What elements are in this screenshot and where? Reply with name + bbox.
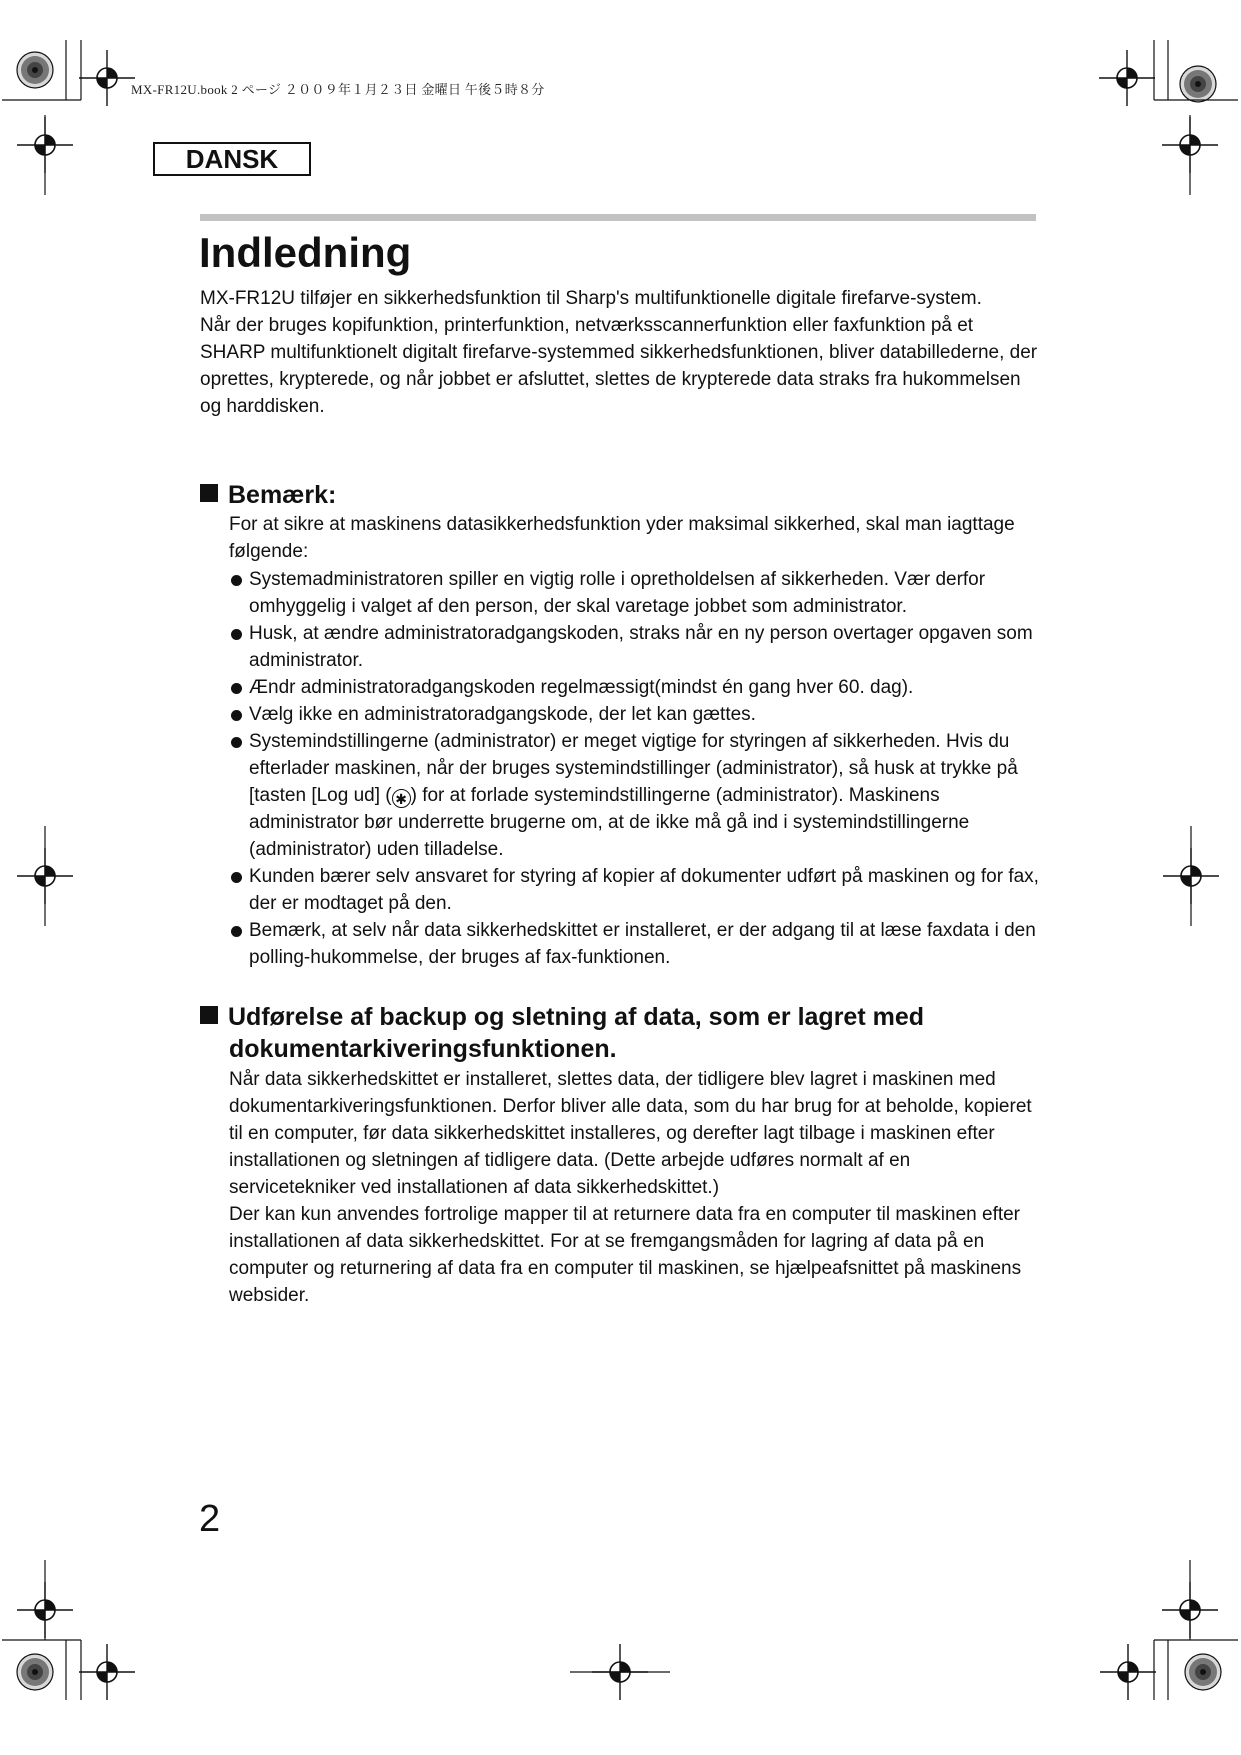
bullet-dot-icon [231,575,242,586]
backup-heading [200,1001,1040,1065]
list-item: Ændr administratoradgangskoden regelmæssigt(mindst én gang hver 60. dag). [229,674,1039,701]
bullet-dot-icon [231,737,242,748]
note-intro: For at sikre at maskinens datasikkerhedsfunktion yder maksimal sikkerhed, skal man iagttage følgende: [229,514,1015,562]
backup-heading-line-2: dokumentarkiveringsfunktionen. [229,1035,617,1063]
registration-mark-top-left [2,40,135,195]
square-bullet-icon [200,1006,218,1024]
registration-mark-bottom-center [570,1644,670,1700]
backup-heading-line-1: Udførelse af backup og sletning af data, som er lagret med [228,1003,924,1031]
bullet-dot-icon [231,926,242,937]
list-item: Kunden bærer selv ansvaret for styring af kopier af dokumenter udført på maskinen og for fax, der er modtaget på den. [229,863,1039,917]
page-number: 2 [199,1498,221,1540]
logout-key-icon: ✱ [392,789,411,808]
backup-text [229,1066,1039,1309]
registration-mark-top-right [1099,40,1238,195]
bullet-dot-icon [231,683,242,694]
bullet-dot-icon [231,710,242,721]
list-item: Systemindstillingerne (administrator) er meget vigtige for styringen af sikkerheden. Hvis du efterlader maskinen, når der bruges systemindstillinger (administrator), så husk at trykke på [tasten [Log ud] ( ✱ ) for at forlade systemindstillingerne (administrator). Maskinens administrator bør underrette brugerne om, at de ikke må gå ind i systemindstillingerne (administrator) uden tilladelse. [229,728,1039,863]
print-info: MX-FR12U.book 2 ページ ２００９年１月２３日 金曜日 午後５時８分 [131,82,545,97]
note-bullet-list [229,566,1039,971]
registration-mark-bottom-right [1100,1560,1238,1700]
registration-mark-middle-right [1163,826,1219,926]
intro-paragraph-2: Når der bruges kopifunktion, printerfunktion, netværksscannerfunktion eller faxfunktion på et SHARP multifunktionelt digitalt firefarve-systemmed sikkerhedsfunktionen, bliver databillederne, der oprettes, krypterede, og når jobbet er afsluttet, slettes de krypterede data straks fra hukommelsen og harddisken. [200,315,1038,417]
intro-text [200,285,1040,420]
bullet-dot-icon [231,872,242,883]
intro-paragraph-1: MX-FR12U tilføjer en sikkerhedsfunktion til Sharp's multifunktionelle digitale firefarve-system. [200,288,982,309]
note-heading-text: Bemærk: [228,481,337,509]
note-heading [200,479,336,511]
list-item: Husk, at ændre administratoradgangskoden, straks når en ny person overtager opgaven som administrator. [229,620,1039,674]
page-title: Indledning [199,229,412,276]
title-rule [200,214,1036,221]
list-item: Systemadministratoren spiller en vigtig rolle i opretholdelsen af sikkerheden. Vær derfor omhyggelig i valget af den person, der skal varetage jobbet som administrator. [229,566,1039,620]
bullet-dot-icon [231,629,242,640]
registration-mark-middle-left [17,826,73,926]
language-label: DANSK [153,142,311,176]
backup-paragraph-2: Der kan kun anvendes fortrolige mapper til at returnere data fra en computer til maskinen efter installationen af data sikkerhedskittet. For at se fremgangsmåden for lagring af data på en computer og returnering af data fra en computer til maskinen, se hjælpeafsnittet på maskinens websider. [229,1204,1022,1306]
registration-mark-bottom-left [2,1560,135,1700]
list-item: Vælg ikke en administratoradgangskode, der let kan gættes. [229,701,1039,728]
backup-paragraph-1: Når data sikkerhedskittet er installeret, slettes data, der tidligere blev lagret i maskinen med dokumentarkiveringsfunktionen. Derfor bliver alle data, som du har brug for at beholde, kopieret til en computer, før data sikkerhedskittet installeres, og derefter lagt tilbage i maskinen efter installationen og sletningen af tidligere data. (Dette arbejde udføres normalt af en servicetekniker ved installationen af data sikkerhedskittet.) [229,1069,1032,1198]
square-bullet-icon [200,484,218,502]
list-item: Bemærk, at selv når data sikkerhedskittet er installeret, er der adgang til at læse faxdata i den polling-hukommelse, der bruges af fax-funktionen. [229,917,1039,971]
